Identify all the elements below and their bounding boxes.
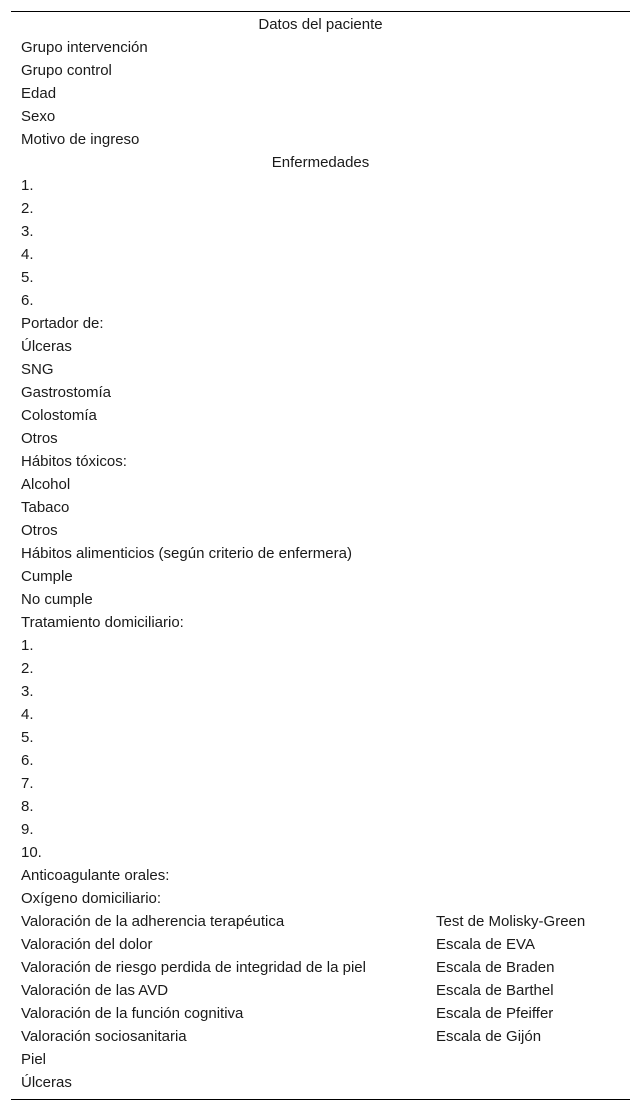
row-label: 3.	[21, 683, 34, 700]
table-row	[11, 36, 630, 59]
table-row	[11, 542, 630, 565]
row-label: Valoración de la adherencia terapéutica	[21, 913, 285, 930]
row-label: 4.	[21, 246, 34, 263]
table-row	[11, 1002, 630, 1025]
row-label: Otros	[21, 522, 58, 539]
row-label: 5.	[21, 729, 34, 746]
table-row	[11, 1071, 630, 1094]
table-row	[11, 772, 630, 795]
table-row	[11, 910, 630, 933]
table-row	[11, 128, 630, 151]
row-label: Otros	[21, 430, 58, 447]
row-label: 6.	[21, 752, 34, 769]
row-label: Valoración de las AVD	[21, 982, 169, 999]
row-scale: Test de Molisky-Green	[436, 913, 586, 930]
table-row	[11, 818, 630, 841]
table-row	[11, 381, 630, 404]
table-row	[11, 611, 630, 634]
table-row	[11, 266, 630, 289]
row-label: Cumple	[21, 568, 73, 585]
row-label: Alcohol	[21, 476, 71, 493]
row-label: Anticoagulante orales:	[21, 867, 170, 884]
table-row	[11, 749, 630, 772]
table-row	[11, 404, 630, 427]
row-label: Grupo intervención	[21, 39, 148, 56]
row-label: 3.	[21, 223, 34, 240]
row-label: Úlceras	[21, 338, 72, 355]
row-scale: Escala de Braden	[436, 959, 555, 976]
table-row	[11, 680, 630, 703]
table-row	[11, 841, 630, 864]
row-label: 9.	[21, 821, 34, 838]
row-label: Piel	[21, 1051, 47, 1068]
row-label: Portador de:	[21, 315, 104, 332]
table-row	[11, 519, 630, 542]
section-header-label: Datos del paciente	[258, 16, 383, 33]
row-label: 2.	[21, 200, 34, 217]
row-label: SNG	[21, 361, 54, 378]
row-label: 10.	[21, 844, 42, 861]
table-row	[11, 933, 630, 956]
table-row	[11, 496, 630, 519]
row-label: Grupo control	[21, 62, 112, 79]
table-row	[11, 565, 630, 588]
row-scale: Escala de Gijón	[436, 1028, 542, 1045]
row-label: 4.	[21, 706, 34, 723]
row-label: Motivo de ingreso	[21, 131, 140, 148]
row-label: 6.	[21, 292, 34, 309]
row-label: Úlceras	[21, 1074, 72, 1091]
row-label: Tratamiento domiciliario:	[21, 614, 184, 631]
table-row	[11, 358, 630, 381]
row-label: 2.	[21, 660, 34, 677]
row-label: Valoración sociosanitaria	[21, 1028, 187, 1045]
table-row	[11, 59, 630, 82]
row-label: Valoración de riesgo perdida de integridad de la piel	[21, 959, 366, 976]
row-label: Colostomía	[21, 407, 97, 424]
row-scale: Escala de EVA	[436, 936, 535, 953]
table-row	[11, 289, 630, 312]
table-row	[11, 312, 630, 335]
table-row	[11, 197, 630, 220]
table-row	[11, 335, 630, 358]
row-scale: Escala de Barthel	[436, 982, 554, 999]
row-label: Hábitos tóxicos:	[21, 453, 127, 470]
row-label: Sexo	[21, 108, 56, 125]
table-row	[11, 588, 630, 611]
row-label: Valoración del dolor	[21, 936, 153, 953]
row-label: Hábitos alimenticios (según criterio de enfermera)	[21, 545, 352, 562]
table-row	[11, 450, 630, 473]
table-row	[11, 795, 630, 818]
section-header-label: Enfermedades	[271, 154, 370, 171]
row-label: Valoración de la función cognitiva	[21, 1005, 244, 1022]
patient-data-table	[11, 11, 630, 1100]
table-row	[11, 657, 630, 680]
table-row	[11, 956, 630, 979]
table-row	[11, 243, 630, 266]
row-scale: Escala de Pfeiffer	[436, 1005, 554, 1022]
row-label: Edad	[21, 85, 57, 102]
row-label: 1.	[21, 177, 34, 194]
table-row	[11, 726, 630, 749]
table-row	[11, 979, 630, 1002]
table-row	[11, 427, 630, 450]
table-row	[11, 1025, 630, 1048]
row-label: 5.	[21, 269, 34, 286]
table-row	[11, 105, 630, 128]
table-row	[11, 703, 630, 726]
row-label: Gastrostomía	[21, 384, 112, 401]
table-row	[11, 864, 630, 887]
table-row	[11, 174, 630, 197]
row-label: 1.	[21, 637, 34, 654]
table-row	[11, 887, 630, 910]
row-label: 8.	[21, 798, 34, 815]
row-label: Tabaco	[21, 499, 70, 516]
row-label: Oxígeno domiciliario:	[21, 890, 162, 907]
table-row	[11, 82, 630, 105]
table-row	[11, 1048, 630, 1071]
section-header	[11, 13, 630, 36]
table-row	[11, 220, 630, 243]
section-header	[11, 151, 630, 174]
row-label: No cumple	[21, 591, 93, 608]
table-row	[11, 634, 630, 657]
table-row	[11, 473, 630, 496]
row-label: 7.	[21, 775, 34, 792]
